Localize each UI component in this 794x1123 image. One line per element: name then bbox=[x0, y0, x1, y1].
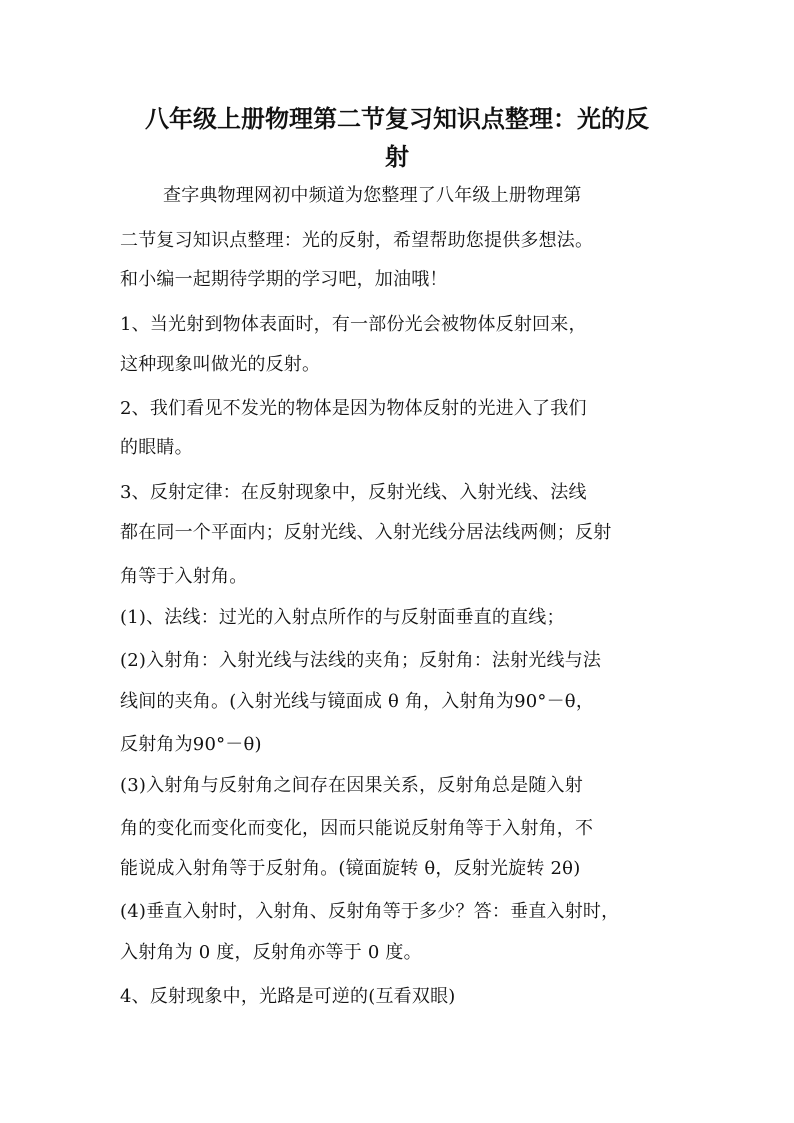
body-line-18: (4)垂直入射时，入射角、反射角等于多少？答：垂直入射时， bbox=[120, 901, 620, 922]
body-line-17: 能说成入射角等于反射角。(镜面旋转 θ，反射光旋转 2θ) bbox=[120, 858, 581, 879]
page-title-line-2: 射 bbox=[385, 143, 409, 171]
body-line-1: 查字典物理网初中频道为您整理了八年级上册物理第 bbox=[163, 185, 582, 206]
body-line-5: 这种现象叫做光的反射。 bbox=[120, 354, 321, 375]
body-line-7: 的眼睛。 bbox=[120, 437, 193, 458]
body-line-2: 二节复习知识点整理：光的反射，希望帮助您提供多想法。 bbox=[120, 230, 594, 251]
body-line-13: 线间的夹角。(入射光线与镜面成 θ 角，入射角为90°－θ， bbox=[120, 691, 595, 712]
body-line-16: 角的变化而变化而变化，因而只能说反射角等于入射角，不 bbox=[120, 818, 594, 839]
body-line-9: 都在同一个平面内；反射光线、入射光线分居法线两侧；反射 bbox=[120, 522, 612, 543]
page-title-line-1: 八年级上册物理第二节复习知识点整理：光的反 bbox=[145, 105, 649, 133]
body-line-12: (2)入射角：入射光线与法线的夹角；反射角：法射光线与法 bbox=[120, 650, 602, 671]
body-line-4: 1、当光射到物体表面时，有一部份光会被物体反射回来， bbox=[120, 314, 587, 335]
body-line-3: 和小编一起期待学期的学习吧，加油哦！ bbox=[120, 269, 448, 290]
body-line-15: (3)入射角与反射角之间存在因果关系，反射角总是随入射 bbox=[120, 775, 583, 796]
body-line-10: 角等于入射角。 bbox=[120, 566, 248, 587]
body-line-19: 入射角为 0 度，反射角亦等于 0 度。 bbox=[120, 942, 422, 963]
body-line-8: 3、反射定律：在反射现象中，反射光线、入射光线、法线 bbox=[120, 482, 587, 503]
body-line-11: (1)、法线：过光的入射点所作的与反射面垂直的直线； bbox=[120, 607, 565, 628]
body-line-14: 反射角为90°－θ) bbox=[120, 734, 262, 755]
body-line-20: 4、反射现象中，光路是可逆的(互看双眼) bbox=[120, 986, 456, 1007]
body-line-6: 2、我们看见不发光的物体是因为物体反射的光进入了我们 bbox=[120, 398, 587, 419]
